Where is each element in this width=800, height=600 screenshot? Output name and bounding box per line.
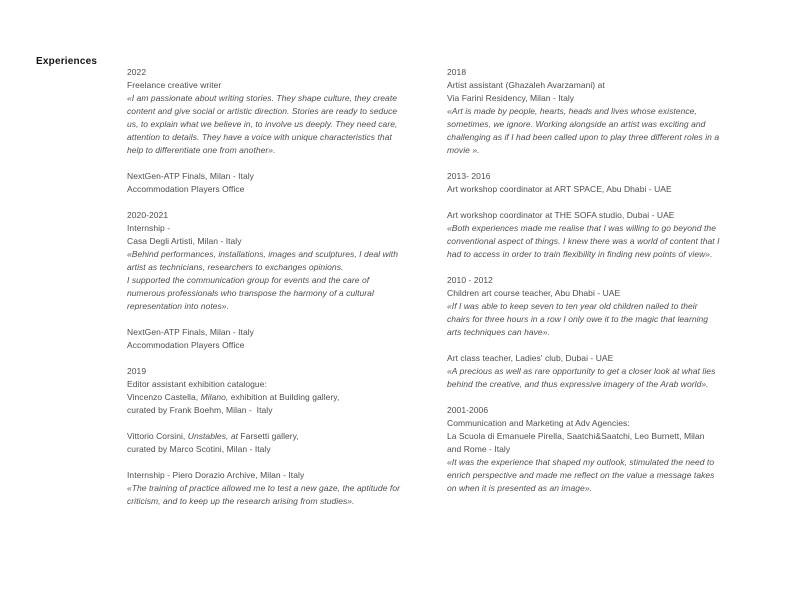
- experience-paragraph: [447, 170, 752, 196]
- text-line: [447, 209, 752, 222]
- experience-paragraph: [127, 365, 437, 417]
- italic-text-run: us, to explain what we believe in, to involve us deeply. They need care,: [127, 119, 398, 129]
- italic-text-run: «The training of practice allowed me to test a new gaze, the aptitude for: [127, 483, 400, 493]
- text-line: [127, 391, 437, 404]
- text-line: [447, 482, 752, 495]
- page-title: Experiences: [36, 56, 98, 67]
- text-line: [447, 79, 752, 92]
- text-run: 2022: [127, 67, 147, 77]
- text-run: curated by Frank Boehm, Milan - Italy: [127, 405, 273, 415]
- text-run: Children art course teacher, Abu Dhabi - UAE: [447, 288, 621, 298]
- italic-text-run: movie ».: [447, 145, 480, 155]
- text-line: [127, 248, 437, 261]
- text-run: Artist assistant (Ghazaleh Avarzamani) at: [447, 80, 605, 90]
- text-line: [447, 417, 752, 430]
- italic-text-run: «I am passionate about writing stories. They shape culture, they create: [127, 93, 398, 103]
- text-run: curated by Marco Scotini, Milan - Italy: [127, 444, 271, 454]
- text-line: [127, 261, 437, 274]
- text-run: Internship - Piero Dorazio Archive, Milan - Italy: [127, 470, 305, 480]
- italic-text-run: arts techniques can have».: [447, 327, 550, 337]
- text-line: [127, 170, 437, 183]
- text-run: Art class teacher, Ladies' club, Dubai - UAE: [447, 353, 614, 363]
- text-line: [127, 222, 437, 235]
- text-line: [127, 144, 437, 157]
- italic-text-run: artist as technicians, researchers to exchanges opinions.: [127, 262, 344, 272]
- text-run: Casa Degli Artisti, Milan - Italy: [127, 236, 242, 246]
- italic-text-run: sometimes, we ignore. Working alongside an artist was exciting and: [447, 119, 706, 129]
- text-line: [447, 235, 752, 248]
- italic-text-run: behind the creative, and thus expressive imagery of the Arab world».: [447, 379, 709, 389]
- text-line: [127, 430, 437, 443]
- text-run: Editor assistant exhibition catalogue:: [127, 379, 267, 389]
- text-run: NextGen-ATP Finals, Milan - Italy: [127, 171, 254, 181]
- text-line: [447, 287, 752, 300]
- italic-text-run: I supported the communication group for events and the care of: [127, 275, 370, 285]
- text-line: [127, 105, 437, 118]
- experience-paragraph: [127, 209, 437, 313]
- text-run: Farsetti gallery,: [238, 431, 299, 441]
- text-run: Vittorio Corsini,: [127, 431, 188, 441]
- italic-text-run: criticism, and to keep up the research arising from studies».: [127, 496, 355, 506]
- italic-text-run: attention to details. They have a voice with unique characteristics that: [127, 132, 392, 142]
- experience-paragraph: [127, 326, 437, 352]
- text-line: [127, 235, 437, 248]
- experience-paragraph: [127, 430, 437, 456]
- text-line: [127, 443, 437, 456]
- text-run: Vincenzo Castella,: [127, 392, 201, 402]
- text-line: [447, 144, 752, 157]
- text-line: [127, 482, 437, 495]
- text-line: [447, 131, 752, 144]
- text-run: 2013- 2016: [447, 171, 491, 181]
- text-line: [127, 495, 437, 508]
- italic-text-run: «A precious as well as rare opportunity to get a closer look at what lies: [447, 366, 716, 376]
- text-run: Art workshop coordinator at ART SPACE, Abu Dhabi - UAE: [447, 184, 672, 194]
- text-line: [447, 183, 752, 196]
- italic-text-run: «Art is made by people, hearts, heads and lives whose existence,: [447, 106, 697, 116]
- italic-text-run: «Both experiences made me realise that I was willing to go beyond the: [447, 223, 716, 233]
- text-run: NextGen-ATP Finals, Milan - Italy: [127, 327, 254, 337]
- text-line: [127, 66, 437, 79]
- text-run: Freelance creative writer: [127, 80, 222, 90]
- text-run: Accommodation Players Office: [127, 340, 245, 350]
- text-line: [447, 66, 752, 79]
- text-line: [447, 274, 752, 287]
- text-line: [127, 92, 437, 105]
- text-line: [127, 183, 437, 196]
- text-line: [447, 92, 752, 105]
- italic-text-run: «If I was able to keep seven to ten year old children nailed to their: [447, 301, 698, 311]
- italic-text-run: representation into notes».: [127, 301, 230, 311]
- italic-text-run: content and give social or artistic direction. Stories are ready to seduce: [127, 106, 398, 116]
- text-run: 2010 - 2012: [447, 275, 493, 285]
- experience-paragraph: [127, 66, 437, 157]
- text-line: [447, 456, 752, 469]
- italic-text-run: Unstables, at: [187, 431, 239, 441]
- text-run: 2019: [127, 366, 147, 376]
- text-run: Internship -: [127, 223, 171, 233]
- text-run: 2018: [447, 67, 467, 77]
- text-line: [447, 352, 752, 365]
- italic-text-run: chairs for three hours in a row I only owe it to the magic that learning: [447, 314, 709, 324]
- text-run: 2001-2006: [447, 405, 489, 415]
- experience-paragraph: [127, 170, 437, 196]
- experiences-column-right: [447, 66, 752, 508]
- text-line: [447, 365, 752, 378]
- experiences-column-left: [127, 66, 437, 521]
- text-run: Communication and Marketing at Adv Agencies:: [447, 418, 630, 428]
- italic-text-run: conventional aspect of things. I knew there was a world of content that I: [447, 236, 720, 246]
- text-line: [127, 79, 437, 92]
- text-line: [447, 170, 752, 183]
- text-line: [127, 326, 437, 339]
- text-line: [127, 287, 437, 300]
- text-line: [447, 300, 752, 313]
- text-line: [447, 313, 752, 326]
- italic-text-run: enrich perspective and made me reflect on the value a message takes: [447, 470, 715, 480]
- text-run: Art workshop coordinator at THE SOFA studio, Dubai - UAE: [447, 210, 675, 220]
- italic-text-run: «Behind performances, installations, images and sculptures, I deal with: [127, 249, 398, 259]
- text-line: [127, 274, 437, 287]
- text-line: [127, 469, 437, 482]
- text-line: [447, 378, 752, 391]
- text-line: [127, 118, 437, 131]
- text-line: [447, 469, 752, 482]
- italic-text-run: had to access in order to train flexibility in finding new points of view».: [447, 249, 713, 259]
- text-line: [127, 300, 437, 313]
- text-line: [127, 378, 437, 391]
- text-line: [127, 365, 437, 378]
- text-run: 2020-2021: [127, 210, 169, 220]
- text-run: La Scuola di Emanuele Pirella, Saatchi&Saatchi, Leo Burnett, Milan: [447, 431, 705, 441]
- text-line: [127, 209, 437, 222]
- text-line: [447, 118, 752, 131]
- italic-text-run: numerous professionals who transpose the harmony of a cultural: [127, 288, 374, 298]
- text-line: [127, 339, 437, 352]
- text-line: [447, 105, 752, 118]
- italic-text-run: «It was the experience that shaped my outlook, stimulated the need to: [447, 457, 715, 467]
- text-run: and Rome - Italy: [447, 444, 511, 454]
- text-line: [447, 248, 752, 261]
- text-run: exhibition at Building gallery,: [228, 392, 340, 402]
- text-run: Via Farini Residency, Milan - Italy: [447, 93, 575, 103]
- experience-paragraph: [447, 209, 752, 261]
- italic-text-run: Milano,: [200, 392, 229, 402]
- text-line: [447, 222, 752, 235]
- text-line: [447, 430, 752, 443]
- italic-text-run: challenging as if I had been called upon to play three different roles in a: [447, 132, 720, 142]
- italic-text-run: on when it is presented as an image».: [447, 483, 593, 493]
- text-line: [127, 404, 437, 417]
- experience-paragraph: [447, 404, 752, 495]
- text-line: [447, 326, 752, 339]
- text-line: [447, 404, 752, 417]
- text-line: [447, 443, 752, 456]
- text-line: [127, 131, 437, 144]
- experience-paragraph: [127, 469, 437, 508]
- experience-paragraph: [447, 66, 752, 157]
- experience-paragraph: [447, 274, 752, 339]
- italic-text-run: help to differentiate one from another».: [127, 145, 276, 155]
- experience-paragraph: [447, 352, 752, 391]
- text-run: Accommodation Players Office: [127, 184, 245, 194]
